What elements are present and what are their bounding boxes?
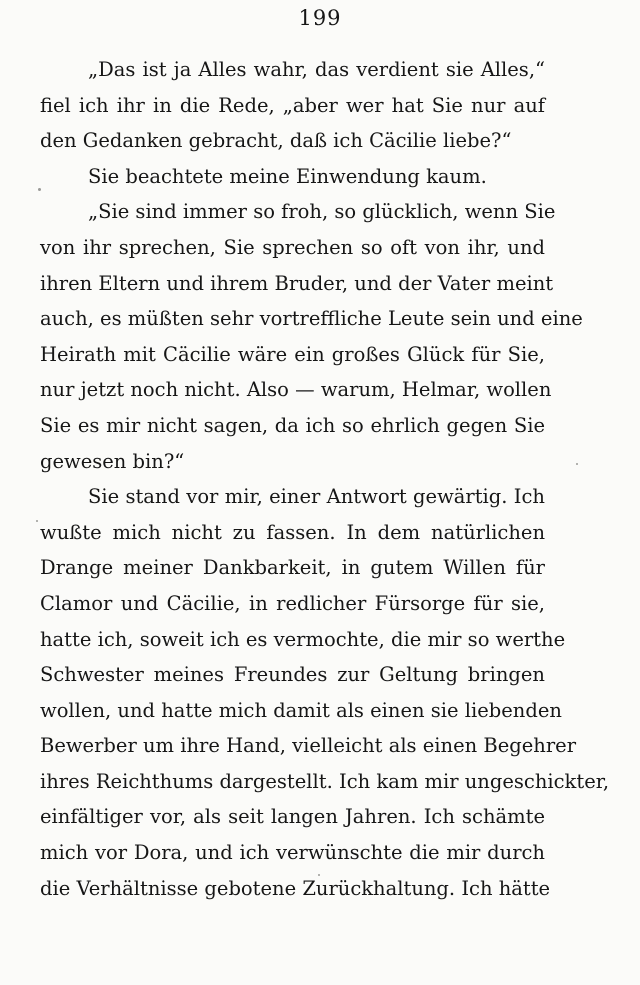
- page-number: 199: [298, 6, 342, 30]
- text-line: die Verhältnisse gebotene Zurückhaltung. Ich hätte: [40, 876, 551, 900]
- text-line: fiel ich ihr in die Rede, „aber wer hat Sie nur auf: [40, 93, 545, 117]
- text-line: Clamor und Cäcilie, in redlicher Fürsorge für sie,: [40, 591, 545, 615]
- paper-speck: [38, 188, 41, 191]
- text-line: von ihr sprechen, Sie sprechen so oft von ihr, und: [40, 235, 545, 259]
- paper-speck: [36, 520, 38, 522]
- text-line: Sie es mir nicht sagen, da ich so ehrlich gegen Sie: [40, 413, 545, 437]
- text-line: Bewerber um ihre Hand, vielleicht als einen Begehrer: [40, 734, 577, 758]
- text-line: ihren Eltern und ihrem Bruder, und der Vater meint: [40, 271, 554, 295]
- text-line: Schwester meines Freundes zur Geltung bringen: [40, 663, 545, 687]
- text-line: gewesen bin?“: [40, 449, 185, 473]
- paper-speck: [318, 874, 320, 876]
- text-line: Heirath mit Cäcilie wäre ein großes Glück für Sie,: [40, 342, 545, 366]
- text-line: auch, es müßten sehr vortreffliche Leute sein und eine: [40, 307, 583, 331]
- text-line: „Das ist ja Alles wahr, das verdient sie Alles,“: [88, 58, 545, 81]
- text-line: mich vor Dora, und ich verwünschte die mir durch: [40, 841, 545, 865]
- body-text: [40, 52, 610, 906]
- text-line: Drange meiner Dankbarkeit, in gutem Willen für: [40, 556, 545, 580]
- text-line: Sie beachtete meine Einwendung kaum.: [88, 164, 487, 188]
- text-line: ihres Reichthums dargestellt. Ich kam mir ungeschickter,: [40, 769, 610, 793]
- text-line: Sie stand vor mir, einer Antwort gewärtig. Ich: [88, 485, 545, 509]
- text-line: den Gedanken gebracht, daß ich Cäcilie liebe?“: [40, 129, 512, 153]
- text-line: einfältiger vor, als seit langen Jahren. Ich schämte: [40, 805, 545, 829]
- text-line: wollen, und hatte mich damit als einen sie liebenden: [40, 698, 562, 722]
- text-line: nur jetzt noch nicht. Also — warum, Helmar, wollen: [40, 378, 552, 402]
- text-line: hatte ich, soweit ich es vermochte, die mir so werthe: [40, 627, 566, 651]
- paper-speck: [576, 463, 578, 465]
- text-line: „Sie sind immer so froh, so glücklich, wenn Sie: [88, 200, 556, 224]
- text-line: wußte mich nicht zu fassen. In dem natürlichen: [40, 520, 545, 544]
